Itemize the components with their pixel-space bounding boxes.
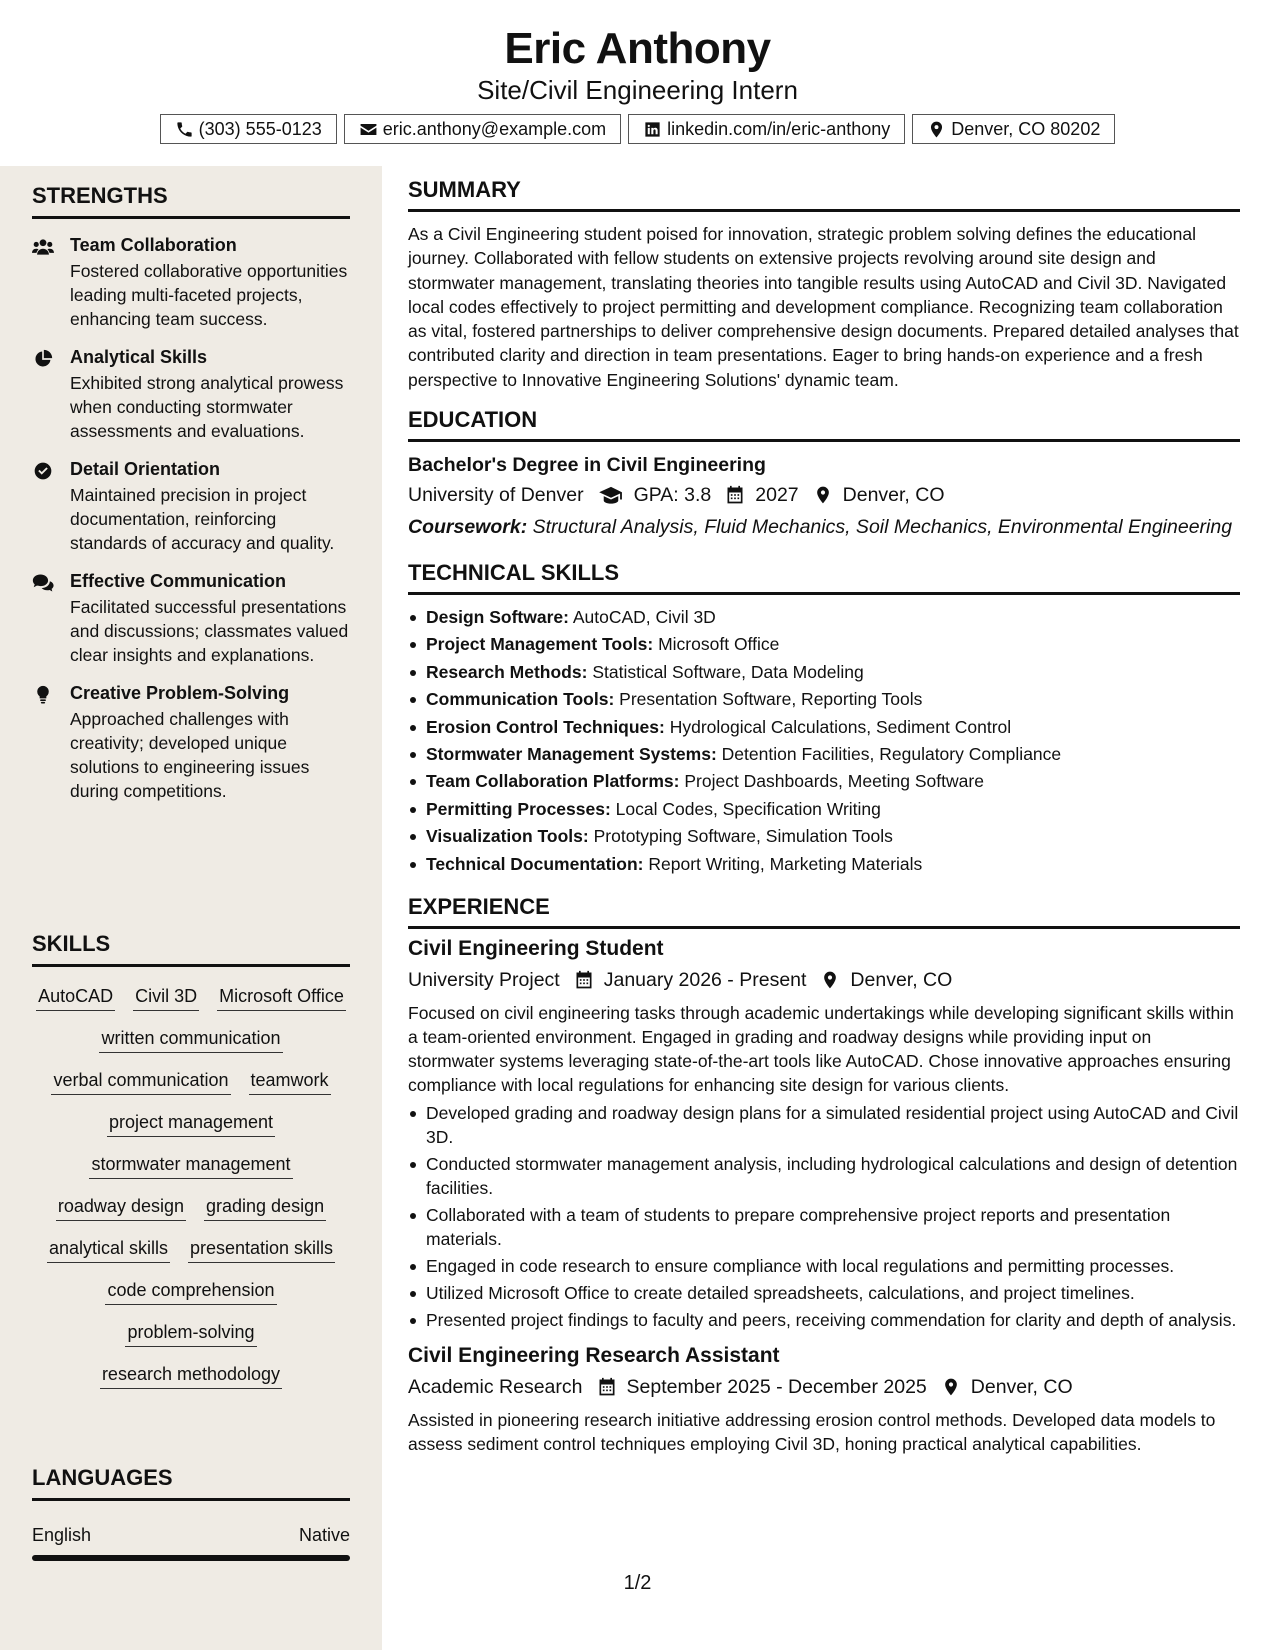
contact-location-text: Denver, CO 80202 bbox=[951, 119, 1101, 139]
strength-item bbox=[32, 569, 350, 667]
graduation-year: 2027 bbox=[755, 484, 799, 507]
strengths-title: STRENGTHS bbox=[32, 182, 350, 219]
job-description: Assisted in pioneering research initiative addressing erosion control methods. Developed data models to assess sediment control techniques employing Civil 3D, honing practical analytical capabilities. bbox=[408, 1409, 1216, 1455]
language-level: Native bbox=[298, 1525, 350, 1545]
list-item bbox=[408, 632, 1240, 657]
strength-desc: Approached challenges with creativity; developed unique solutions to engineering issues during competitions. bbox=[70, 709, 310, 801]
tech-label: Design Software: bbox=[426, 607, 569, 628]
tech-label: Permitting Processes: bbox=[426, 798, 611, 819]
contact-email-text: eric.anthony@example.com bbox=[382, 119, 607, 139]
skill-tag: project management bbox=[107, 1109, 275, 1137]
job-title: Civil Engineering Research Assistant bbox=[408, 1343, 780, 1367]
skill-tag: Microsoft Office bbox=[217, 983, 346, 1011]
skill-tag: AutoCAD bbox=[36, 983, 115, 1011]
language-name: English bbox=[32, 1525, 92, 1545]
map-marker-icon bbox=[941, 1377, 961, 1397]
list-item: Utilized Microsoft Office to create detailed spreadsheets, calculations, and project timelines. bbox=[408, 1281, 1240, 1305]
list-item: Engaged in code research to ensure compliance with local regulations and permitting processes. bbox=[408, 1254, 1240, 1278]
strength-title: Team Collaboration bbox=[70, 235, 237, 255]
calendar-icon bbox=[574, 970, 594, 990]
candidate-name: Eric Anthony bbox=[504, 24, 771, 73]
languages-section bbox=[32, 1464, 350, 1561]
job-org: University Project bbox=[408, 968, 560, 991]
coursework-label: Coursework: bbox=[408, 516, 528, 539]
candidate-role: Site/Civil Engineering Intern bbox=[477, 75, 798, 105]
contact-phone[interactable] bbox=[160, 114, 337, 144]
tech-label: Technical Documentation: bbox=[426, 853, 644, 874]
tech-value: Local Codes, Specification Writing bbox=[615, 798, 881, 819]
contact-linkedin-text: linkedin.com/in/eric-anthony bbox=[667, 119, 891, 139]
skills-list bbox=[32, 983, 350, 1389]
technical-skills-list bbox=[408, 605, 1240, 877]
tech-value: Presentation Software, Reporting Tools bbox=[619, 689, 923, 710]
strength-title: Detail Orientation bbox=[70, 459, 221, 479]
job-dates: January 2026 - Present bbox=[603, 968, 807, 991]
pie-chart-icon bbox=[32, 349, 54, 369]
users-icon bbox=[32, 237, 54, 257]
list-item bbox=[408, 769, 1240, 794]
graduation-cap-icon bbox=[598, 485, 624, 505]
experience-section bbox=[408, 893, 1240, 1457]
job-description: Focused on civil engineering tasks through academic undertakings while developing significant skills within a team-oriented environment. Engaged in grading and roadway designs while providing input on stormwater systems leveraging state-of-the-art tools like AutoCAD. Chose innovative approaches ensuring compliance with local regulations for enhancing site design for various clients. bbox=[408, 1002, 1234, 1096]
resume-header bbox=[0, 0, 1275, 166]
summary-text: As a Civil Engineering student poised for innovation, strategic problem solving defines the educational journey. Collaborated with fellow students on extensive projects revolving around site design and stormwater management, translating theories into tangible results using AutoCAD and Civil 3D. Navigated local codes effectively to project permitting and development compliance. Recognizing team collaboration as vital, fostered partnerships to deliver comprehensive design documents. Prepared detailed analyses that contributed clarity and direction in team presentations. Eager to bring hands-on experience and a fresh perspective to Innovative Engineering Solutions' dynamic team. bbox=[408, 224, 1239, 390]
tech-value: Prototyping Software, Simulation Tools bbox=[593, 826, 893, 847]
check-circle-icon bbox=[32, 461, 54, 481]
list-item bbox=[408, 797, 1240, 822]
calendar-icon bbox=[597, 1377, 617, 1397]
coursework bbox=[408, 515, 1240, 539]
strength-title: Effective Communication bbox=[70, 571, 287, 591]
tech-label: Research Methods: bbox=[426, 661, 588, 682]
strength-desc: Facilitated successful presentations and discussions; classmates valued clear insights and explanations. bbox=[70, 597, 349, 665]
education-title: EDUCATION bbox=[408, 406, 1240, 442]
list-item bbox=[408, 742, 1240, 767]
phone-icon bbox=[175, 120, 194, 139]
envelope-icon bbox=[359, 120, 378, 139]
school-location: Denver, CO bbox=[842, 484, 945, 507]
list-item bbox=[408, 715, 1240, 740]
skill-tag: Civil 3D bbox=[133, 983, 199, 1011]
job-location: Denver, CO bbox=[970, 1375, 1073, 1398]
skill-tag: grading design bbox=[204, 1193, 326, 1221]
school-name: University of Denver bbox=[408, 484, 584, 507]
list-item bbox=[408, 660, 1240, 685]
skill-tag: research methodology bbox=[100, 1361, 282, 1389]
skill-tag: stormwater management bbox=[89, 1151, 292, 1179]
contact-location bbox=[912, 114, 1115, 144]
strength-item bbox=[32, 457, 350, 555]
coursework-list: Structural Analysis, Fluid Mechanics, Soil Mechanics, Environmental Engineering bbox=[532, 516, 1233, 539]
job-dates: September 2025 - December 2025 bbox=[626, 1375, 927, 1398]
technical-skills-title: TECHNICAL SKILLS bbox=[408, 559, 1240, 595]
education-section bbox=[408, 406, 1240, 539]
job-meta bbox=[408, 1373, 1240, 1401]
summary-section bbox=[408, 176, 1240, 392]
job-meta bbox=[408, 966, 1240, 994]
job-title: Civil Engineering Student bbox=[408, 936, 664, 960]
strengths-section bbox=[32, 182, 350, 803]
skill-tag: verbal communication bbox=[51, 1067, 230, 1095]
tech-label: Project Management Tools: bbox=[426, 634, 654, 655]
linkedin-icon bbox=[643, 120, 662, 139]
job-org: Academic Research bbox=[408, 1375, 583, 1398]
degree-title: Bachelor's Degree in Civil Engineering bbox=[408, 454, 766, 477]
strength-desc: Exhibited strong analytical prowess when conducting stormwater assessments and evaluations. bbox=[70, 373, 344, 441]
strength-item bbox=[32, 233, 350, 331]
strength-title: Analytical Skills bbox=[70, 347, 208, 367]
tech-value: Microsoft Office bbox=[658, 634, 780, 655]
tech-label: Stormwater Management Systems: bbox=[426, 744, 717, 765]
gpa: GPA: 3.8 bbox=[633, 484, 712, 507]
skill-tag: presentation skills bbox=[188, 1235, 335, 1263]
skill-tag: teamwork bbox=[249, 1067, 331, 1095]
tech-label: Visualization Tools: bbox=[426, 826, 589, 847]
job-entry bbox=[408, 935, 1240, 1332]
page-number: 1/2 bbox=[623, 1572, 652, 1594]
education-meta bbox=[408, 481, 1240, 509]
list-item: Developed grading and roadway design plans for a simulated residential project using AutoCAD and Civil 3D. bbox=[408, 1101, 1240, 1150]
job-location: Denver, CO bbox=[850, 968, 953, 991]
skill-tag: roadway design bbox=[56, 1193, 186, 1221]
contact-phone-text: (303) 555-0123 bbox=[198, 119, 322, 139]
list-item bbox=[408, 687, 1240, 712]
contact-bar bbox=[0, 114, 1275, 144]
summary-title: SUMMARY bbox=[408, 176, 1240, 212]
sidebar bbox=[0, 166, 382, 1650]
lightbulb-icon bbox=[32, 685, 54, 705]
skills-title: SKILLS bbox=[32, 930, 350, 967]
tech-value: Report Writing, Marketing Materials bbox=[648, 853, 923, 874]
skill-tag: analytical skills bbox=[47, 1235, 170, 1263]
map-marker-icon bbox=[813, 485, 833, 505]
tech-value: Statistical Software, Data Modeling bbox=[592, 661, 864, 682]
technical-skills-section bbox=[408, 559, 1240, 877]
list-item: Conducted stormwater management analysis, including hydrological calculations and design of detention facilities. bbox=[408, 1152, 1240, 1201]
skill-tag: code comprehension bbox=[105, 1277, 276, 1305]
comments-icon bbox=[32, 573, 54, 593]
tech-label: Communication Tools: bbox=[426, 689, 615, 710]
tech-label: Erosion Control Techniques: bbox=[426, 716, 665, 737]
list-item bbox=[408, 824, 1240, 849]
strength-desc: Maintained precision in project documentation, reinforcing standards of accuracy and quality. bbox=[70, 485, 335, 553]
tech-value: AutoCAD, Civil 3D bbox=[572, 607, 716, 628]
strength-title: Creative Problem-Solving bbox=[70, 683, 290, 703]
skill-tag: written communication bbox=[99, 1025, 282, 1053]
languages-title: LANGUAGES bbox=[32, 1464, 350, 1501]
job-bullets bbox=[408, 1101, 1240, 1332]
contact-email[interactable] bbox=[344, 114, 621, 144]
tech-label: Team Collaboration Platforms: bbox=[426, 771, 680, 792]
calendar-icon bbox=[725, 485, 745, 505]
strength-desc: Fostered collaborative opportunities leading multi-faceted projects, enhancing team success. bbox=[70, 261, 348, 329]
tech-value: Detention Facilities, Regulatory Compliance bbox=[721, 744, 1062, 765]
tech-value: Project Dashboards, Meeting Software bbox=[684, 771, 984, 792]
experience-title: EXPERIENCE bbox=[408, 893, 1240, 929]
skill-tag: problem-solving bbox=[125, 1319, 256, 1347]
language-level-bar bbox=[32, 1555, 350, 1561]
list-item: Presented project findings to faculty and peers, receiving commendation for clarity and depth of analysis. bbox=[408, 1308, 1240, 1332]
skills-section bbox=[32, 930, 350, 1389]
strength-item bbox=[32, 345, 350, 443]
map-marker-icon bbox=[927, 120, 946, 139]
main-content bbox=[408, 176, 1240, 1471]
tech-value: Hydrological Calculations, Sediment Control bbox=[669, 716, 1012, 737]
list-item: Collaborated with a team of students to prepare comprehensive project reports and presentation materials. bbox=[408, 1203, 1240, 1252]
list-item bbox=[408, 852, 1240, 877]
language-row bbox=[32, 1523, 350, 1547]
strength-item bbox=[32, 681, 350, 803]
map-marker-icon bbox=[820, 970, 840, 990]
job-entry bbox=[408, 1342, 1240, 1457]
list-item bbox=[408, 605, 1240, 630]
contact-linkedin[interactable] bbox=[628, 114, 905, 144]
